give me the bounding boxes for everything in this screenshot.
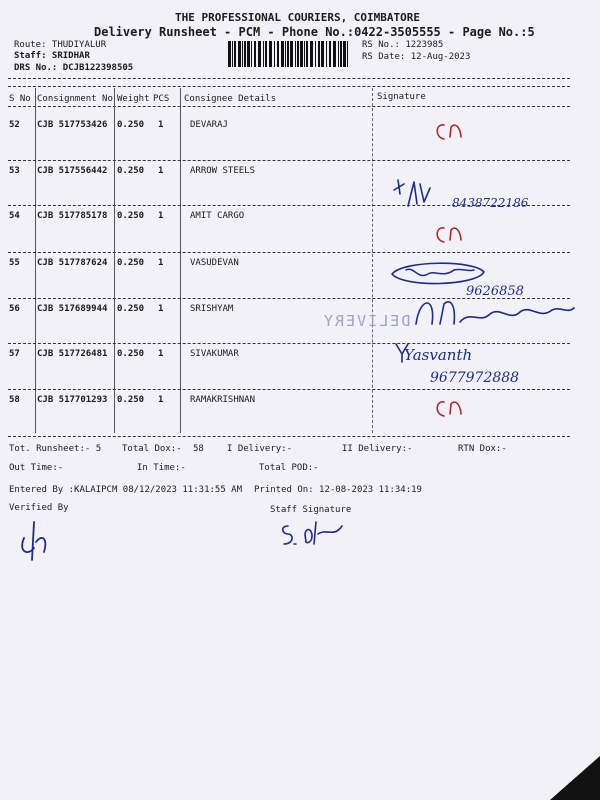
cell-pcs: 1: [158, 258, 164, 268]
signature-cn-3: [430, 394, 480, 424]
in-time: In Time:-: [137, 463, 186, 473]
entered-by: Entered By :KALAIPCM 08/12/2023 11:31:55 AM: [9, 485, 242, 495]
cell-weight: 0.250: [117, 120, 145, 130]
cell-consignee: SIVAKUMAR: [190, 349, 239, 359]
barcode-bar: [329, 41, 331, 67]
column-rule: [35, 88, 36, 433]
barcode-bar: [258, 41, 261, 67]
barcode-bar: [340, 41, 342, 67]
barcode-bar: [281, 41, 284, 67]
cell-consignee: SRISHYAM: [190, 304, 234, 314]
barcode-bar: [326, 41, 327, 67]
cell-sno: 53: [9, 166, 20, 176]
signature-arrow-steels: [390, 176, 460, 214]
company-name: THE PROFESSIONAL COURIERS, COIMBATORE: [175, 11, 421, 24]
barcode-bar: [251, 41, 252, 67]
handwritten-phone-arrow: 8438722186: [452, 196, 529, 210]
staff-signature-label: Staff Signature: [270, 505, 352, 515]
signature-cn-2: [430, 220, 480, 250]
barcode-bar: [315, 41, 316, 67]
barcode-bar: [297, 41, 299, 67]
cell-sno: 57: [9, 349, 20, 359]
row-divider: [8, 160, 570, 161]
handwritten-phone-yasvanth: 9677972888: [430, 370, 520, 386]
barcode-bar: [333, 41, 336, 67]
barcode-bar: [277, 41, 279, 67]
staff-label: Staff: SRIDHAR: [14, 51, 90, 61]
cell-consignment: CJB 517785178: [37, 211, 108, 221]
route-label: Route: THUDIYALUR: [14, 40, 107, 50]
cell-consignment: CJB 517701293: [37, 395, 108, 405]
signature-staff: [278, 518, 348, 550]
barcode-bar: [347, 41, 348, 67]
cell-pcs: 1: [158, 166, 164, 176]
barcode-bar: [254, 41, 256, 67]
barcode-bar: [300, 41, 303, 67]
cell-consignment: CJB 517726481: [37, 349, 108, 359]
cell-pcs: 1: [158, 349, 164, 359]
row-divider: [8, 343, 570, 344]
cell-consignment: CJB 517556442: [37, 166, 108, 176]
cell-consignee: VASUDEVAN: [190, 258, 239, 268]
cell-weight: 0.250: [117, 349, 145, 359]
cell-weight: 0.250: [117, 211, 145, 221]
divider: [8, 106, 570, 107]
total-runsheet: Tot. Runsheet:- 5: [9, 444, 102, 454]
col-pcs: PCS: [153, 94, 170, 104]
cell-sno: 54: [9, 211, 20, 221]
row-divider: [8, 389, 570, 390]
cell-consignee: DEVARAJ: [190, 120, 228, 130]
barcode-bar: [238, 41, 241, 67]
cell-pcs: 1: [158, 304, 164, 314]
i-delivery: I Delivery:-: [227, 444, 293, 454]
scan-corner-shadow: [550, 756, 600, 800]
cell-consignment: CJB 517787624: [37, 258, 108, 268]
handwritten-phone-vasudevan: 9626858: [466, 284, 524, 299]
total-dox-label: Total Dox:-: [122, 444, 182, 454]
barcode-bar: [321, 41, 324, 67]
cell-consignment: CJB 517689944: [37, 304, 108, 314]
cell-sno: 55: [9, 258, 20, 268]
cell-consignment: CJB 517753426: [37, 120, 108, 130]
row-divider: [8, 252, 570, 253]
ii-delivery: II Delivery:-: [342, 444, 413, 454]
rtn-dox: RTN Dox:-: [458, 444, 507, 454]
divider: [8, 78, 570, 79]
verified-by: Verified By: [9, 503, 69, 513]
cell-weight: 0.250: [117, 258, 145, 268]
rs-date: RS Date: 12-Aug-2023: [362, 52, 471, 62]
rs-number: RS No.: 1223985: [362, 40, 444, 50]
printed-on: Printed On: 12-08-2023 11:34:19: [254, 485, 422, 495]
cell-sno: 58: [9, 395, 20, 405]
cell-sno: 56: [9, 304, 20, 314]
barcode-bar: [228, 41, 231, 67]
barcode-bar: [306, 41, 308, 67]
cell-pcs: 1: [158, 395, 164, 405]
cell-consignee: ARROW STEELS: [190, 166, 256, 176]
page-title: Delivery Runsheet - PCM - Phone No.:0422-3505555 - Page No.:5: [94, 25, 535, 39]
divider: [8, 436, 570, 437]
col-weight: Weight: [117, 94, 150, 104]
cell-consignee: RAMAKRISHNAN: [190, 395, 256, 405]
barcode-bar: [265, 41, 267, 67]
barcode-bar: [318, 41, 320, 67]
column-rule: [114, 88, 115, 433]
cell-consignee: AMIT CARGO: [190, 211, 245, 221]
col-signature: Signature: [377, 92, 426, 102]
signature-verified-by: [14, 518, 54, 564]
cell-pcs: 1: [158, 211, 164, 221]
stamp-delivery-watermark: DELIVERY: [322, 312, 411, 330]
barcode-bar: [338, 41, 339, 67]
cell-weight: 0.250: [117, 166, 145, 176]
barcode-bar: [304, 41, 305, 67]
total-dox-value: 58: [193, 444, 204, 454]
cell-pcs: 1: [158, 120, 164, 130]
column-rule: [372, 88, 373, 433]
barcode-bar: [343, 41, 346, 67]
barcode-bar: [285, 41, 286, 67]
barcode-bar: [290, 41, 293, 67]
barcode-image: [228, 41, 352, 67]
divider: [8, 86, 570, 87]
signature-cn-1: [430, 115, 480, 145]
barcode-bar: [242, 41, 243, 67]
signature-srishyam: [410, 294, 580, 334]
handwritten-name-yasvanth: Yasvanth: [404, 346, 473, 364]
out-time: Out Time:-: [9, 463, 64, 473]
barcode-bar: [295, 41, 296, 67]
total-pod: Total POD:-: [259, 463, 319, 473]
barcode-bar: [244, 41, 246, 67]
barcode-bar: [287, 41, 289, 67]
barcode-bar: [274, 41, 275, 67]
barcode-bar: [269, 41, 272, 67]
cell-weight: 0.250: [117, 395, 145, 405]
barcode-bar: [263, 41, 264, 67]
cell-weight: 0.250: [117, 304, 145, 314]
cell-sno: 52: [9, 120, 20, 130]
column-rule: [180, 88, 181, 433]
barcode-bar: [247, 41, 250, 67]
drs-number: DRS No.: DCJB122398505: [14, 63, 134, 73]
col-sno: S No: [9, 94, 31, 104]
col-consignee: Consignee Details: [184, 94, 277, 104]
col-consignment: Consignment No: [37, 94, 113, 104]
barcode-bar: [310, 41, 313, 67]
barcode-bar: [234, 41, 236, 67]
barcode-bar: [232, 41, 233, 67]
